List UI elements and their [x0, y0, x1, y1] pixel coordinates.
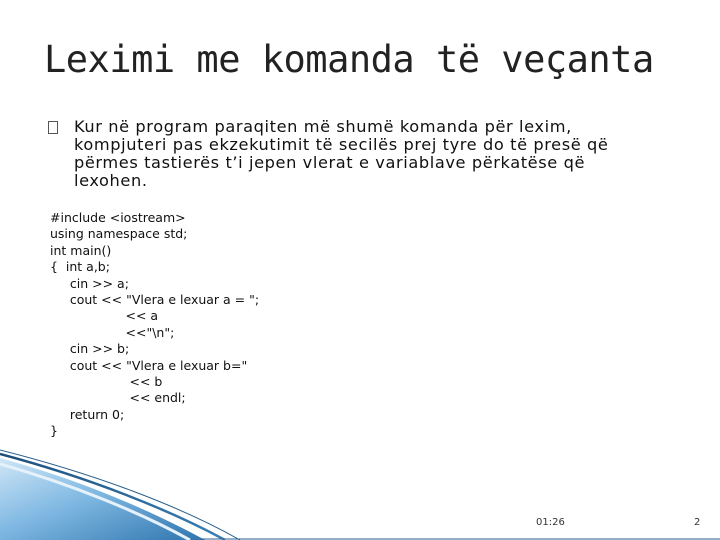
- code-line: << b: [50, 373, 163, 389]
- code-line: << a: [50, 308, 159, 324]
- code-line: cout << "Vlera e lexuar b=": [50, 357, 248, 373]
- code-line: <<"\n";: [50, 324, 175, 340]
- code-line: cin >> a;: [50, 275, 129, 291]
- footer-time: 01:26: [536, 517, 565, 528]
- code-line: << endl;: [50, 390, 186, 406]
- bullet-text: Kur në program paraqiten më shumë komanda për lexim, kompjuteri pas ekzekutimit të secilës prej tyre do të presë që përmes tastierës t’i jepen vlerat e variablave përkatëse që lexohen.: [74, 117, 609, 190]
- code-line: return 0;: [50, 406, 125, 422]
- code-line: }: [50, 423, 58, 439]
- slide-title: Leximi me komanda të veçanta: [44, 38, 654, 81]
- code-block: [50, 210, 259, 439]
- code-line: #include <iostream>: [50, 210, 186, 225]
- code-line: { int a,b;: [50, 259, 110, 275]
- page-number: 2: [694, 517, 701, 528]
- code-line: using namespace std;: [50, 226, 188, 242]
- code-line: cout << "Vlera e lexuar a = ";: [50, 291, 260, 307]
- code-line: cin >> b;: [50, 341, 130, 357]
- corner-decoration: [0, 440, 720, 540]
- code-line: int main(): [50, 242, 112, 258]
- bullet-square-icon: [48, 121, 58, 134]
